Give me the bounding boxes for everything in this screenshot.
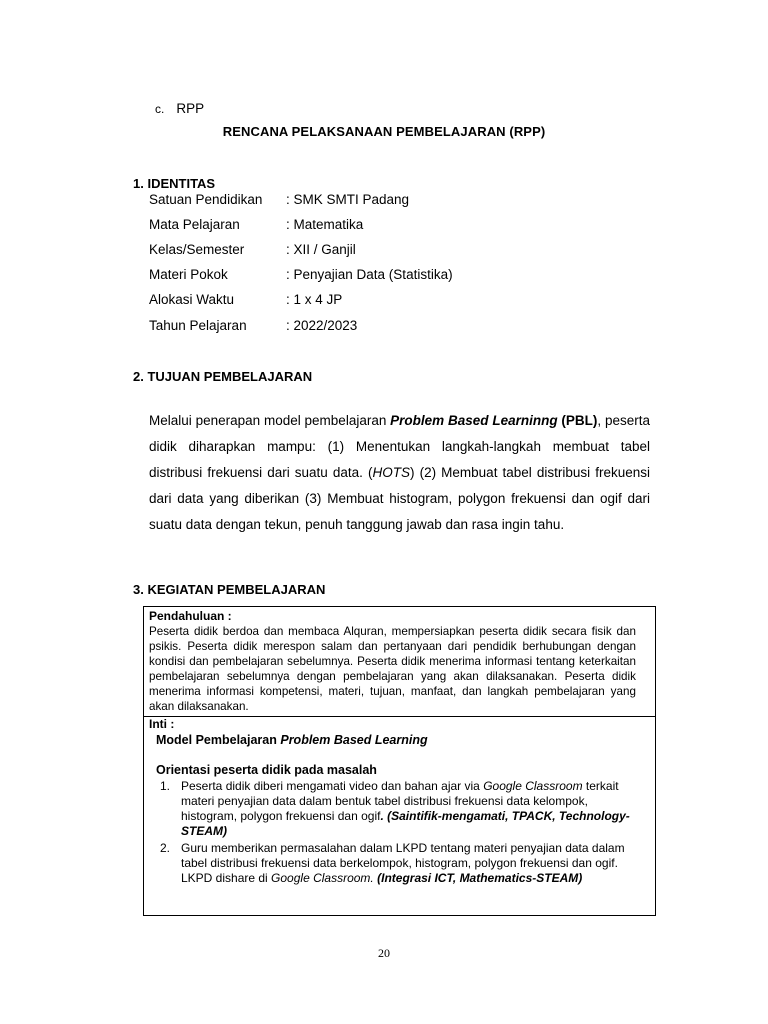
item-letter: c. xyxy=(155,102,165,116)
orientasi-heading: Orientasi peserta didik pada masalah xyxy=(156,763,377,777)
item-tags: (Integrasi ICT, Mathematics-STEAM) xyxy=(377,871,583,885)
item-text: terkait materi penyajian data dalam bentuk tabel distribusi frekuensi data kelompok, histogram, polygon frekuensi dan ogif xyxy=(181,779,619,823)
identity-label: Mata Pelajaran xyxy=(149,217,240,232)
model-prefix: Model Pembelajaran xyxy=(156,733,281,747)
paragraph-text: ) (2) Membuat tabel distribusi frekuensi dari data yang diberikan (3) Membuat histogram, polygon frekuensi dan ogif dari suatu data dengan tekun, penuh tanggung jawab dan rasa ingin tahu. xyxy=(149,465,650,532)
model-name: Problem Based Learninng xyxy=(390,413,558,428)
heading-tujuan: 2. TUJUAN PEMBELAJARAN xyxy=(133,369,313,384)
heading-identitas: 1. IDENTITAS xyxy=(133,176,216,191)
hots-label: HOTS xyxy=(372,465,411,480)
paragraph-text: Melalui penerapan model pembelajaran xyxy=(149,413,391,428)
identity-label: Materi Pokok xyxy=(149,267,228,282)
list-item xyxy=(160,841,630,886)
list-item xyxy=(160,779,630,839)
identity-value: : 1 x 4 JP xyxy=(286,292,343,307)
identity-label: Kelas/Semester xyxy=(149,242,245,257)
paragraph-text: , peserta didik diharapkan mampu: (1) Menentukan langkah-langkah membuat tabel distribusi frekuensi dari suatu data. ( xyxy=(149,413,651,480)
identity-label: Tahun Pelajaran xyxy=(149,318,247,333)
section-item-rpp xyxy=(155,101,204,116)
document-title: RENCANA PELAKSANAAN PEMBELAJARAN (RPP) xyxy=(222,124,546,139)
model-line xyxy=(156,733,428,747)
pendahuluan-text: Peserta didik berdoa dan membaca Alquran, mempersiapkan peserta didik secara fisik dan psikis. Peserta didik merespon salam dan pertanyaan dari pendidik berhubungan dengan kondisi dan pembelajaran sebelumnya. Peserta didik menerima informasi tentang keterkaitan pembelajaran sebelumnya dengan pembelajaran yang akan dilaksanakan. Peserta didik menerima informasi kompetensi, materi, tujuan, manfaat, dan langkah pembelajaran yang akan dilaksanakan. xyxy=(149,624,636,713)
identity-label: Satuan Pendidikan xyxy=(149,192,263,207)
list-number: 1. xyxy=(160,779,171,793)
tujuan-paragraph xyxy=(149,408,650,538)
item-text: Guru memberikan permasalahan dalam LKPD tentang materi penyajian data dalam tabel distribusi frekuensi data berkelompok, histogram, polygon frekuensi dan ogif. LKPD dishare di xyxy=(181,841,625,885)
heading-kegiatan: 3. KEGIATAN PEMBELAJARAN xyxy=(133,582,326,597)
identity-value: : Penyajian Data (Statistika) xyxy=(286,267,453,282)
activity-table xyxy=(143,606,656,916)
pendahuluan-cell xyxy=(144,607,655,717)
item-italic: Google Classroom xyxy=(483,779,583,793)
list-number: 2. xyxy=(160,841,171,855)
item-text: Peserta didik diberi mengamati video dan bahan ajar via xyxy=(181,779,484,793)
item-tags: . (Saintifik-mengamati, TPACK, Technology-STEAM) xyxy=(181,809,630,838)
identity-label: Alokasi Waktu xyxy=(149,292,235,307)
activity-list xyxy=(160,779,630,888)
item-label: RPP xyxy=(176,101,205,116)
page-number: 20 xyxy=(378,946,390,960)
identity-value: : Matematika xyxy=(286,217,364,232)
inti-cell xyxy=(144,717,655,915)
inti-label: Inti : xyxy=(149,717,175,731)
pendahuluan-label: Pendahuluan : xyxy=(149,609,232,623)
model-name: Problem Based Learning xyxy=(280,733,428,747)
identity-value: : XII / Ganjil xyxy=(286,242,356,257)
item-italic: Google Classroom. xyxy=(271,871,374,885)
identity-value: : 2022/2023 xyxy=(286,318,358,333)
identity-value: : SMK SMTI Padang xyxy=(286,192,410,207)
model-abbrev: (PBL) xyxy=(557,413,598,428)
